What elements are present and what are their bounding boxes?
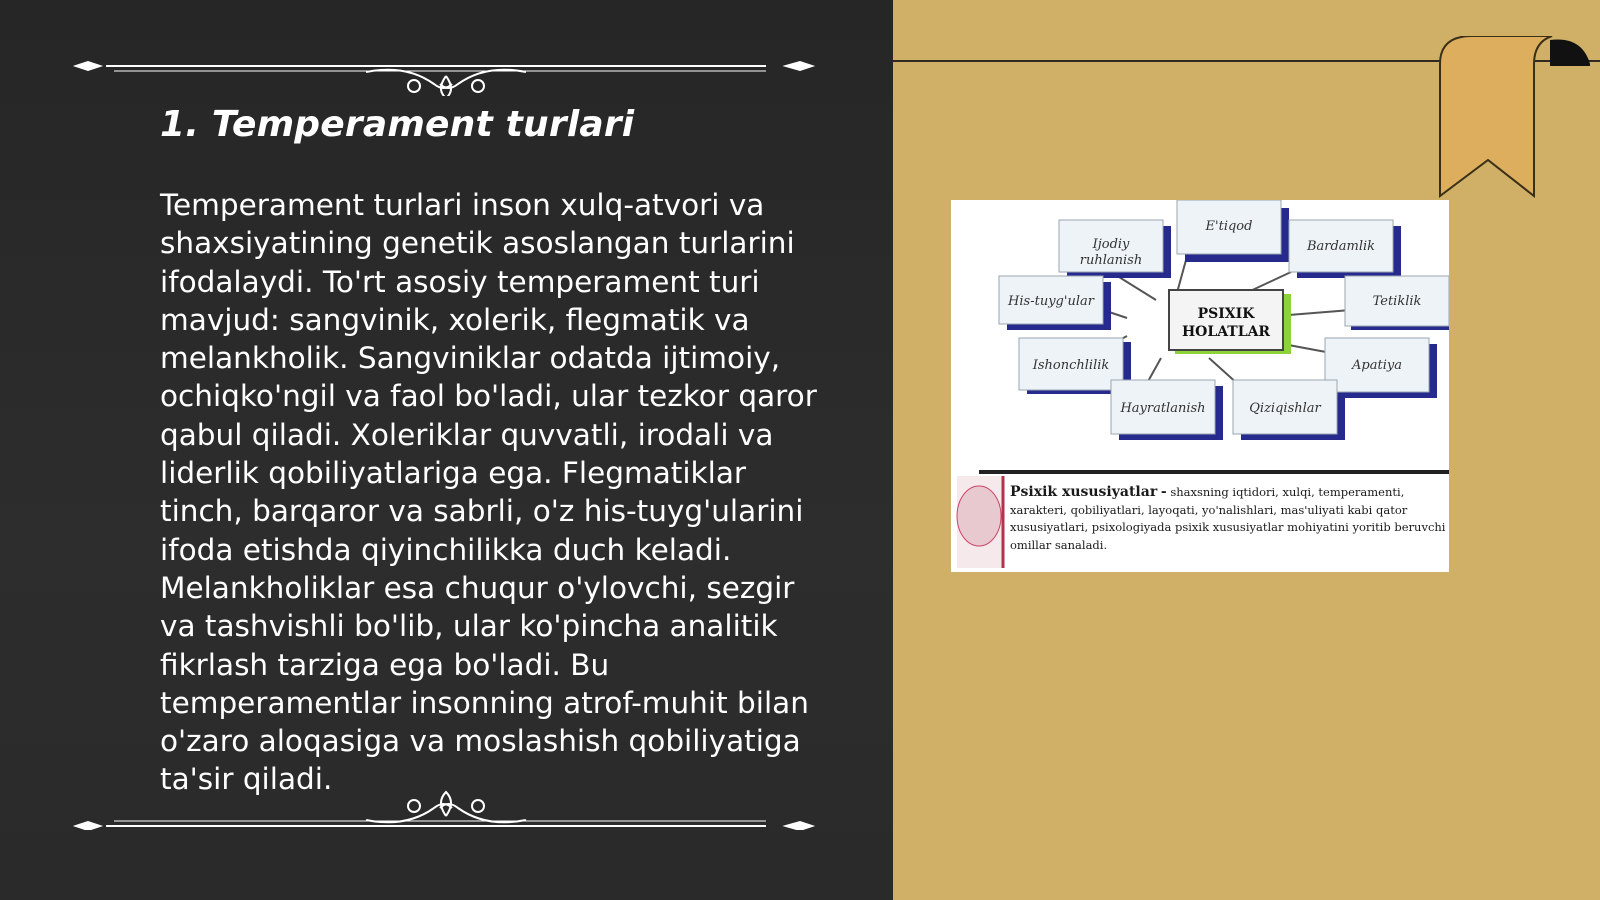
psychic-states-figure: [951, 200, 1449, 572]
node-ijodiy-line1: Ijodiy: [1092, 237, 1130, 252]
node-tetiklik: Tetiklik: [1372, 294, 1422, 309]
node-etiqod: E'tiqod: [1205, 219, 1253, 234]
node-hayratlanish: Hayratlanish: [1120, 401, 1206, 416]
center-label-line2: HOLATLAR: [1181, 324, 1271, 340]
bookmark-ribbon-icon: [1432, 36, 1592, 198]
node-his-tuygular: His-tuyg'ular: [1008, 294, 1094, 309]
caption-description: shaxsning iqtidori, xulqi, temperamenti, xarakteri, qobiliyatlari, layoqati, yo'nalishlari, mas'uliyati kabi qator xususiyatlari, psixologiyada psixik xususiyatlar mohiyatini yoritib beruvchi omillar sanaladi.: [1010, 485, 1446, 552]
node-ishonchlilik: Ishonchlilik: [1032, 358, 1110, 373]
caption-term: Psixik xususiyatlar: [1010, 484, 1158, 500]
center-label-line1: PSIXIK: [1197, 306, 1255, 322]
caption-dash: -: [1160, 484, 1167, 500]
node-ijodiy-line2: ruhlanish: [1079, 253, 1143, 268]
node-qiziqishlar: Qiziqishlar: [1249, 401, 1321, 416]
node-bardamlik: Bardamlik: [1306, 239, 1376, 254]
node-apatiya: Apatiya: [1352, 358, 1402, 373]
caption-text-block: [1010, 484, 1446, 554]
ornamental-divider-top: [66, 46, 826, 96]
slide-title: 1. Temperament turlari: [160, 104, 635, 145]
slide-body-text: Temperament turlari inson xulq-atvori va shaxsiyatining genetik asoslangan turlarini ifodalaydi. To'rt asosiy temperament turi mavjud: sangvinik, xolerik, flegmatik va melankholik. Sangviniklar odatda ijtimoiy, ochiqko'ngil va faol bo'ladi, ular tezkor qaror qabul qiladi. Xoleriklar quvvatli, irodali va liderlik qobiliyatlariga ega. Flegmatiklar tinch, barqaror va sabrli, o'z his-tuyg'ularini ifoda etishda qiyinchilikka duch keladi. Melankholiklar esa chuqur o'ylovchi, sezgir va tashvishli bo'lib, ular ko'pincha analitik fikrlash tarziga ega bo'ladi. Bu temperamentlar insonning atrof-muhit bilan o'zaro aloqasiga va moslashish qobiliyatiga ta'sir qiladi.: [160, 188, 817, 797]
ornamental-divider-bottom: [66, 780, 826, 830]
